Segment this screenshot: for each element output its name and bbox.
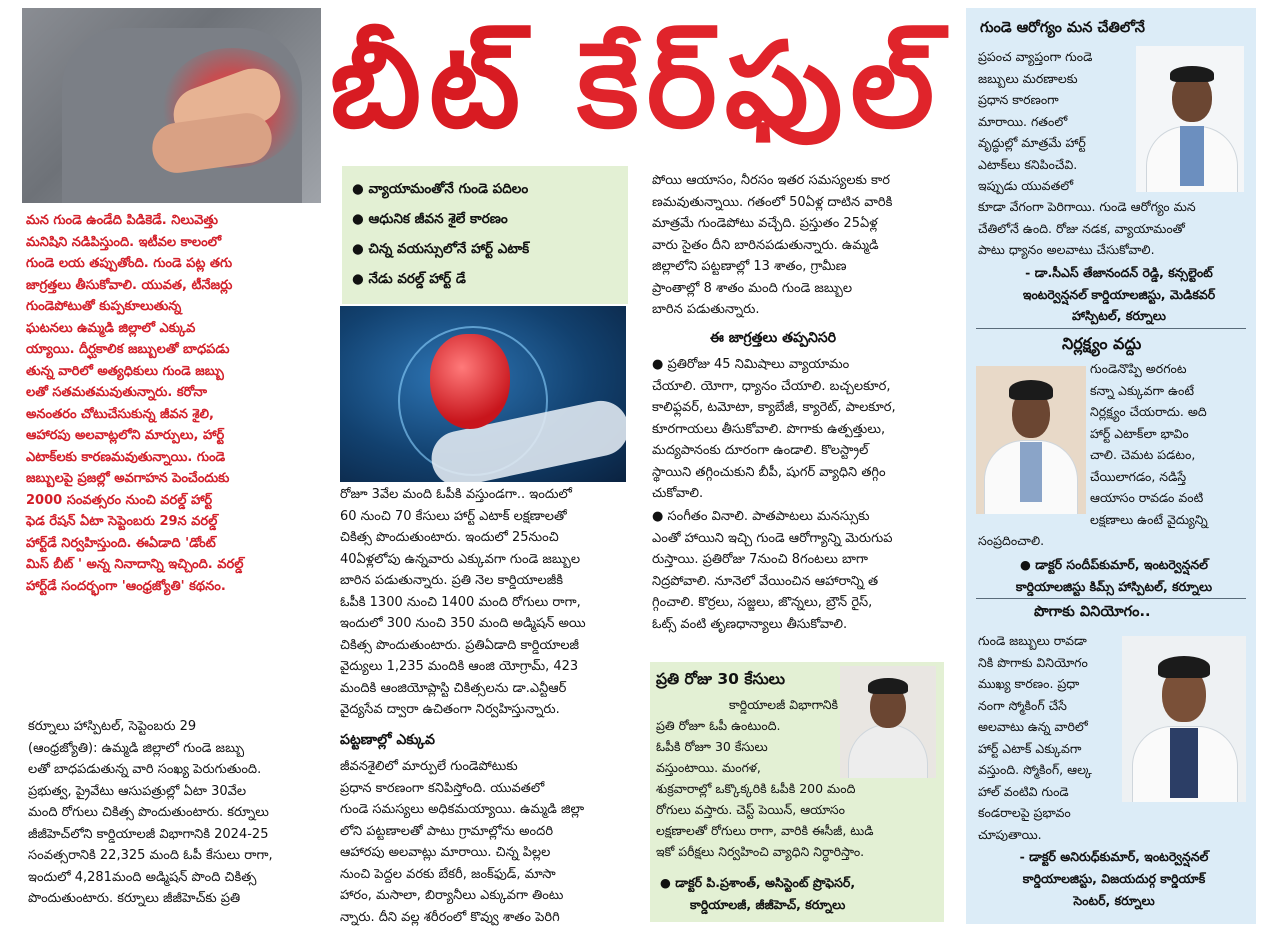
body-line: న్నారు. దీని వల్ల శరీరంలో కొవ్వు శాతం పెరిగి <box>340 909 560 925</box>
body-line: శుక్రవారాల్లో ఒక్కొక్కరికి ఓపీకి 200 మంది <box>656 781 856 796</box>
daily-cases-paragraph-top <box>656 694 838 778</box>
body-line: కన్నా ఎక్కువగా ఉంటే <box>1090 382 1194 398</box>
body-line: చేయిలాగడం, నడిస్తే <box>1090 468 1187 484</box>
pattanallo-paragraph <box>340 756 632 926</box>
daily-cases-title: ప్రతి రోజు 30 కేసులు <box>656 670 786 688</box>
body-line: కండరాలపై ప్రభావం <box>978 805 1071 820</box>
sidebar-sec1-credit <box>988 262 1250 327</box>
doctor-tejanandan-photo <box>1136 46 1244 192</box>
body-line: నుంచి పెద్దల వరకు బేకరీ, జంక్‌ఫుడ్, మాసా <box>340 866 556 882</box>
intro-line: గుండె లయ తప్పుతోంది. గుండె పట్ల తగు <box>26 256 233 271</box>
sidebar-sec2-para-bottom <box>978 530 1246 552</box>
intro-line: ఎటాక్‌లకు కారణమవుతున్నాయి. గుండె <box>26 449 226 465</box>
headline-word-1: బీట్ <box>330 16 529 154</box>
body-line: ప్రభుత్వ, ప్రైవేటు ఆసుపత్రుల్లో ఏటా 30వేల <box>28 783 247 799</box>
body-line: గుండె జబ్బులు రావడా <box>978 633 1087 648</box>
highlight-item: ● వ్యాయామంతోనే గుండె పదిలం <box>352 174 618 204</box>
body-line: వారు సైతం దీని బారినపడుతున్నారు. ఉమ్మడి <box>652 237 879 253</box>
intro-line: తున్న వారిలో అత్యధికులు గుండె జబ్బు <box>26 363 224 379</box>
sidebar-divider <box>976 328 1246 329</box>
body-line: వస్తుంటాయి. మంగళ, <box>656 760 761 775</box>
sidebar-sec2-credit <box>978 554 1250 597</box>
body-line: చేతిలోనే ఉంది. రోజు నడక, వ్యాయామంతో <box>978 220 1185 236</box>
body-line: ● సంగీతం వినాలి. పాతపాటలు మనస్సుకు <box>652 509 870 524</box>
body-line: లక్షణాలు ఉంటే వైద్యున్ని <box>1090 511 1208 527</box>
credit-line: కార్డియాలజిస్టు కిమ్స్ హాస్పిటల్, కర్నూలు <box>1015 578 1213 594</box>
body-line: మందికి ఆంజియోప్లాస్టి చికిత్సలను డా.ఎన్టీఆర్ <box>340 680 567 696</box>
body-line: చాలి. చెమట పడటం, <box>1090 447 1196 462</box>
body-line: హారం, మసాలా, బిర్యానీలు ఎక్కువగా తింటు <box>340 888 564 903</box>
body-line: సంప్రదించాలి. <box>978 533 1045 548</box>
body-line: జీజీహెచ్‌లోని కార్డియాలజీ విభాగానికి 2024-25 <box>28 826 269 842</box>
body-line: రుస్తాయి. ప్రతిరోజు 7నుంచి 8గంటలు బాగా <box>652 552 868 567</box>
chest-pain-photo <box>22 8 321 203</box>
intro-line: జబ్బులపై ప్రజల్లో అవగాహన పెంచేందుకు <box>26 471 230 486</box>
credit-line: సెంటర్, కర్నూలు <box>1073 893 1155 908</box>
body-line: గుండె సమస్యలు అధికమయ్యాయి. ఉమ్మడి జిల్లా <box>340 802 585 817</box>
body-line: హార్ట్ ఎటాక్‌లా భావిం <box>1090 425 1189 441</box>
body-line: ఇప్పుడు యువతలో <box>978 178 1074 193</box>
body-line: (ఆంధ్రజ్యోతి): ఉమ్మడి జిల్లాలో గుండె జబ్బు <box>28 740 245 756</box>
intro-line: మన గుండె ఉండేది పిడికెడే. నిలువెత్తు <box>26 213 218 228</box>
headline <box>330 10 950 160</box>
body-line: ముఖ్య కారణం. ప్రధా <box>978 676 1080 691</box>
body-line: పాటు ధ్యానం అలవాటు చేసుకోవాలి. <box>978 242 1155 257</box>
headline-word-2: కేర్‌ఫుల్ <box>577 16 943 154</box>
intro-line: ఫెడ రేషన్ ఏటా సెప్టెంబరు 29న వరల్డ్ <box>26 514 218 529</box>
sidebar-sec3-para-bottom <box>978 824 1246 846</box>
credit-line: హాస్పిటల్, కర్నూలు <box>1072 308 1166 323</box>
intro-line: జాగ్రత్తలు తీసుకోవాలి. యువత, టీనేజర్లు <box>26 277 233 293</box>
body-line: చికిత్స పొందుతుంటారు. ప్రతిఏడాది కార్డియాలజీ <box>340 637 580 653</box>
sidebar-sec1-title: గుండె ఆరోగ్యం మన చేతిలోనే <box>980 20 1145 36</box>
body-line: కూరగాయలు తీసుకోవాలి. పొగాకు ఉత్పత్తులు, <box>652 421 886 437</box>
doctor-sandeep-photo <box>976 366 1086 514</box>
body-line: ఆయాసం రావడం వంటి <box>1090 490 1204 505</box>
body-line: మంది రోగులు చికిత్స పొందుతుంటారు. కర్నూలు <box>28 805 269 820</box>
intro-line: లతో సతమతమవుతున్నారు. కరోనా <box>26 385 208 400</box>
body-line: జీవనశైలిలో మార్పులే గుండెపోటుకు <box>340 759 518 774</box>
sidebar-sec2-para-top <box>1090 358 1246 530</box>
body-line: ఓపీకి రోజూ 30 కేసులు <box>656 739 768 754</box>
body-line: ప్రపంచ వ్యాప్తంగా గుండె <box>978 49 1093 64</box>
highlights-box <box>342 166 628 304</box>
body-line: ఇకో పరీక్షలు నిర్వహించి వ్యాధిని నిర్ధారిస్తాం. <box>656 844 865 859</box>
intro-line: అనంతరం చోటుచేసుకున్న జీవన శైలి, <box>26 406 214 422</box>
intro-line: 2000 సంవత్సరం నుంచి వరల్డ్ హార్ట్ <box>26 492 213 508</box>
credit-line: కార్డియాలజిస్టు, విజయదుర్గ కార్డియాక్ <box>1022 871 1206 886</box>
body-line: కాలిఫ్లవర్, టమోటా, క్యాబేజీ, క్యారెట్, పాలకూర, <box>652 400 896 415</box>
credit-line: కార్డియాలజీ, జీజీహెచ్, కర్నూలు <box>690 897 846 912</box>
body-line: ఎంతో హాయిని ఇచ్చి గుండె ఆరోగ్యాన్ని మెరుగుప <box>652 530 893 546</box>
credit-line: ఇంటర్వెన్షనల్ కార్డియాలజిస్టు, మెడికవర్ <box>1022 286 1216 302</box>
intro-line: ఘటనలు ఉమ్మడి జిల్లాలో ఎక్కువ <box>26 320 196 336</box>
sidebar-divider <box>976 598 1246 599</box>
body-line: మాత్రమే గుండెపోటు వచ్చేది. ప్రస్తుతం 25ఏళ్ల <box>652 216 878 231</box>
doctor-anirudh-photo <box>1122 636 1246 802</box>
credit-line: ● డాక్టర్ పి.ప్రశాంత్, అసిస్టెంట్ ప్రొఫెసర్, <box>660 875 856 890</box>
body-line: గ్గించాలి. కొర్రలు, సజ్జలు, జొన్నలు, బ్రౌన్ రైస్, <box>652 595 873 610</box>
credit-line: - డా.సీఎస్ తేజానందన్ రెడ్డి, కన్సల్టెంట్ <box>1025 265 1213 280</box>
body-line: బారిన పడుతున్నారు. ప్రతి నెల కార్డియాలజీకి <box>340 573 564 588</box>
body-line: వైద్యులు 1,235 మందికి ఆంజి యోగ్రామ్, 423 <box>340 659 579 674</box>
body-line: ప్రధాన కారణంగా <box>978 92 1059 107</box>
body-line: ప్రాంతాల్లో 8 శాతం మంది గుండె జబ్బుల <box>652 280 853 296</box>
body-line: స్థాయిని తగ్గించుకుని బీపీ, షుగర్ వ్యాధిని తగ్గిం <box>652 464 886 480</box>
body-line: చుకోవాలి. <box>652 486 704 501</box>
body-line: గుండెనొప్పి అరగంట <box>1090 361 1187 376</box>
highlight-item: ● నేడు వరల్డ్ హార్ట్ డే <box>352 264 618 294</box>
body-line: నిర్లక్ష్యం చేయరాదు. అది <box>1090 404 1207 419</box>
highlight-item: ● ఆధునిక జీవన శైలే కారణం <box>352 204 618 234</box>
body-line: సంవత్సరానికి 22,325 మంది ఓపీ కేసులు రాగా, <box>28 848 273 863</box>
sidebar-sec2-title: నిర్లక్ష్యం వద్దు <box>1062 334 1142 353</box>
body-line: నంగా స్మోకింగ్ చేసే <box>978 697 1067 713</box>
body-line: లతో బాధపడుతున్న వారి సంఖ్య పెరుగుతుంది. <box>28 762 262 777</box>
subheading-pattanallo: పట్టణాల్లో ఎక్కువ <box>340 732 435 748</box>
body-line: రోజూ 3వేల మంది ఓపీకి వస్తుండగా.. ఇందులో <box>340 487 572 502</box>
body-line: ప్రధాన కారణంగా కనిపిస్తోంది. యువతలో <box>340 780 545 796</box>
body-line: ప్రతి రోజూ ఓపీ ఉంటుంది. <box>656 718 781 733</box>
body-line: ఆహారపు అలవాట్లు మారాయి. చిన్న పిల్లల <box>340 845 551 860</box>
intro-line: గుండెపోటుతో కుప్పకూలుతున్న <box>26 299 182 314</box>
body-line: ● ప్రతిరోజు 45 నిమిషాలు వ్యాయామం <box>652 357 850 372</box>
subheading-precautions: ఈ జాగ్రత్తలు తప్పనిసరి <box>710 330 837 346</box>
body-line: రోగులు వస్తారు. చెస్ట్ పెయిన్, ఆయాసం <box>656 802 845 817</box>
body-line: ఓపీకి 1300 నుంచి 1400 మంది రోగులు రాగా, <box>340 594 581 610</box>
body-line: హాల్ వంటివి గుండె <box>978 783 1069 799</box>
body-line: కర్నూలు హాస్పిటల్, సెప్టెంబరు 29 <box>28 719 197 734</box>
precautions-paragraph-2 <box>652 506 944 635</box>
daily-cases-paragraph-bottom <box>656 778 938 862</box>
body-line: మద్యపానంకు దూరంగా ఉండాలి. కొలస్ట్రాల్ <box>652 443 869 458</box>
body-line: 40ఏళ్లలోపు ఉన్నవారు ఎక్కువగా గుండె జబ్బుల <box>340 551 581 567</box>
body-line: కూడా వేగంగా పెరిగాయి. గుండె ఆరోగ్యం మన <box>978 199 1196 214</box>
doctor-prashanth-photo <box>840 666 936 778</box>
daily-cases-credit <box>660 872 942 916</box>
body-column-2 <box>340 484 632 721</box>
body-line: బారిన పడుతున్నారు. <box>652 302 760 317</box>
body-line: లక్షణాలతో రోగులు రాగా, వారికి ఈసీజీ, టుడి <box>656 823 874 838</box>
intro-line: మిస్ బీట్ ' అన్న నినాదాన్ని ఇచ్చింది. వరల్డ్ <box>26 557 244 572</box>
body-line: జిల్లాలోని పట్టణాల్లో 13 శాతం, గ్రామీణ <box>652 259 847 274</box>
intro-line: హార్ట్‌డే సందర్భంగా 'ఆంధ్రజ్యోతి' కథనం. <box>26 578 226 594</box>
body-line: ఓట్స్ వంటి తృణధాన్యాలు తీసుకోవాలి. <box>652 616 848 632</box>
body-line: చేయాలి. యోగా, ధ్యానం చేయాలి. బచ్చలకూర, <box>652 378 891 394</box>
intro-line: హార్ట్‌డే నిర్వహిస్తుంది. ఈఏడాది 'డోంట్ <box>26 535 216 551</box>
credit-line: - డాక్టర్ అనిరుధ్‌కుమార్, ఇంటర్వెన్షనల్ <box>1019 849 1209 864</box>
body-column-3 <box>652 170 944 321</box>
body-line: ఎటాక్‌లు కనిపించేవి. <box>978 156 1078 172</box>
body-line: ఇందులో 300 నుంచి 350 మంది అడ్మిషన్ అయి <box>340 616 586 631</box>
intro-line: మనిషిని నడిపిస్తుంది. ఇటీవల కాలంలో <box>26 234 222 250</box>
body-line: పొందుతుంటారు. కర్నూలు జీజీహెచ్‌కు ప్రతి <box>28 891 241 906</box>
body-line: చికిత్స పొందుతుంటారు. ఇందులో 25నుంచి <box>340 530 559 545</box>
body-line: ణమవుతున్నాయి. గతంలో 50ఏళ్ల దాటిన వారికి <box>652 194 893 210</box>
body-column-1 <box>28 716 318 910</box>
credit-line: ● డాక్టర్ సందీప్‌కుమార్, ఇంటర్వెన్షనల్ <box>1020 557 1208 572</box>
body-line: కార్డియాలజీ విభాగానికి <box>728 697 838 712</box>
body-line: 60 నుంచి 70 కేసులు హార్ట్ ఎటాక్ లక్షణాలతో <box>340 508 567 524</box>
body-line: వస్తుంది. స్మోకింగ్, ఆల్క <box>978 762 1092 777</box>
sidebar-sec1-para-bottom <box>978 196 1246 261</box>
body-line: నికి పొగాకు వినియోగం <box>978 654 1088 670</box>
body-line: నిద్రపోవాలి. నూనెలో వేయించిన ఆహారాన్ని త <box>652 573 879 589</box>
body-line: వైద్యసేవ ద్వారా ఉచితంగా నిర్వహిస్తున్నారు. <box>340 702 560 717</box>
body-line: వృద్ధుల్లో మాత్రమే హార్ట్ <box>978 135 1086 150</box>
body-line: చూపుతాయి. <box>978 827 1042 842</box>
body-line: జబ్బులు మరణాలకు <box>978 70 1078 86</box>
highlight-item: ● చిన్న వయస్సులోనే హార్ట్ ఎటాక్ <box>352 234 618 264</box>
precautions-paragraph-1 <box>652 354 944 505</box>
body-line: మారాయి. గతంలో <box>978 113 1068 129</box>
body-line: పోయి ఆయాసం, నీరసం ఇతర సమస్యలకు కార <box>652 173 890 188</box>
heart-illustration <box>340 306 626 482</box>
sidebar-sec3-para-top <box>978 630 1120 824</box>
intro-line: ఆహారపు అలవాట్లలోని మార్పులు, హార్ట్ <box>26 428 225 443</box>
sidebar-sec3-title: పొగాకు వినియోగం.. <box>1034 604 1151 620</box>
intro-paragraph <box>26 210 318 597</box>
body-line: హార్ట్ ఎటాక్ ఎక్కువగా <box>978 740 1082 756</box>
sidebar-sec1-para-top <box>978 46 1134 197</box>
intro-line: య్యాయి. దీర్ఘకాలిక జబ్బులతో బాధపడు <box>26 342 230 357</box>
body-line: అలవాటు ఉన్న వారిలో <box>978 719 1088 734</box>
body-line: ఇందులో 4,281మంది అడ్మిషన్ పొంది చికిత్స <box>28 869 257 885</box>
body-line: లోని పట్టణాలతో పాటు గ్రామాల్లోను అందరి <box>340 823 554 839</box>
sidebar-sec3-credit <box>978 846 1250 912</box>
